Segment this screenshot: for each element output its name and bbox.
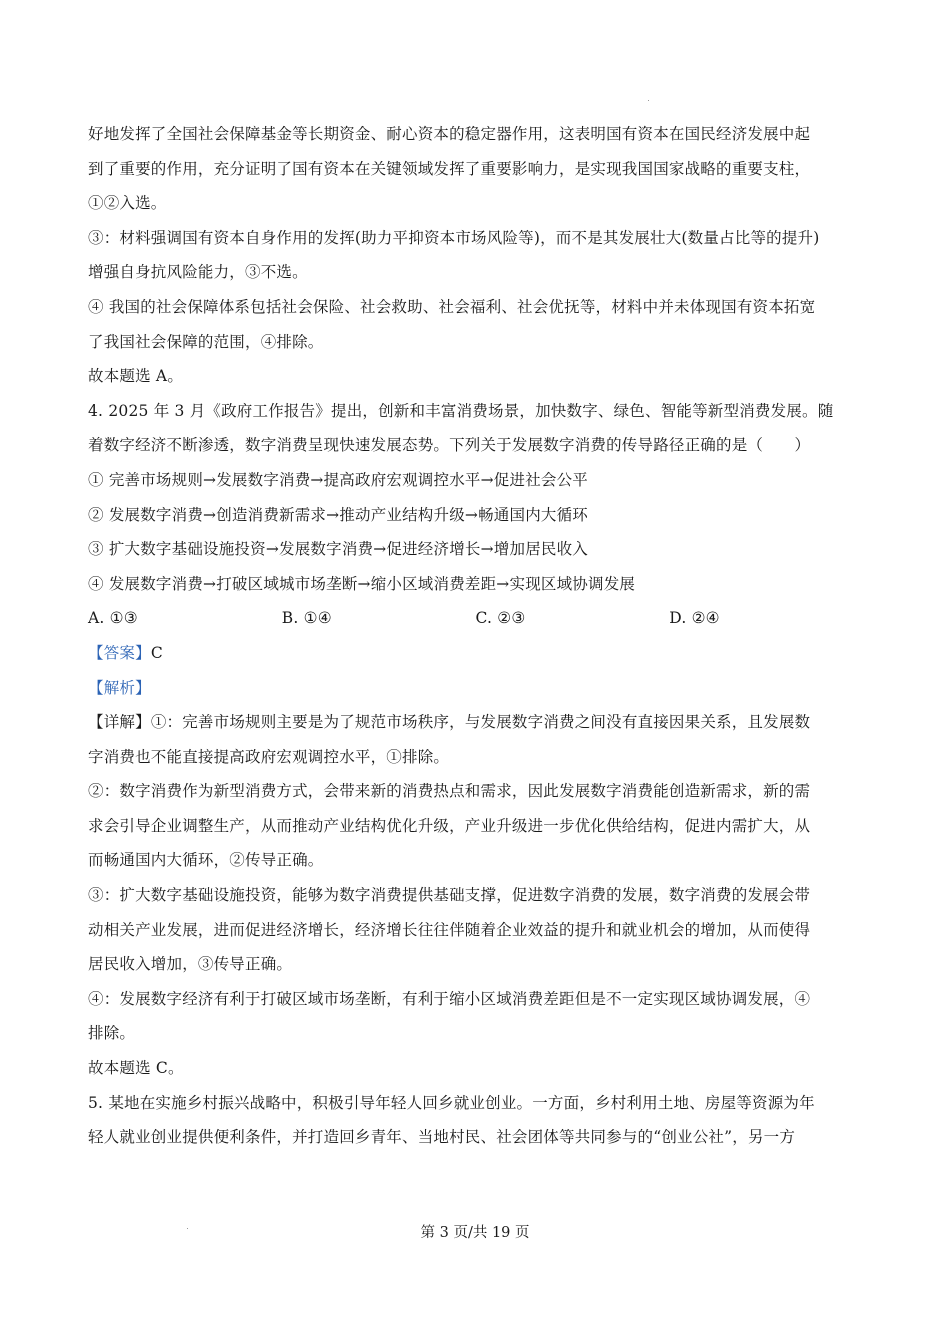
question-4 [88,394,863,1086]
page-number-footer: 第 3 页/共 19 页 [420,1225,530,1241]
option-a: A. ①③ [88,609,138,628]
choice-item: ① 完善市场规则→发展数字消费→提高政府宏观调控水平→促进社会公平 [88,470,588,489]
detail-tag: 【详解】 [88,713,151,732]
text-line: ①②入选。 [88,194,167,213]
text-line: 字消费也不能直接提高政府宏观调控水平，①排除。 [88,747,450,766]
text-line: 了我国社会保障的范围，④排除。 [88,332,324,351]
text-line: ③：材料强调国有资本自身作用的发挥(助力平抑资本市场风险等)，而不是其发展壮大(数量占比等的提升) [88,228,820,247]
answer-options [88,601,863,636]
question-5 [88,1086,863,1155]
answer-tag: 【答案】 [88,643,151,662]
option-c: C. ②③ [475,609,526,628]
text-line: 到了重要的作用，充分证明了国有资本在关键领域发挥了重要影响力，是实现我国国家战略的重要支柱， [88,159,811,178]
text-line: 居民收入增加，③传导正确。 [88,955,293,974]
text-line: 故本题选 A。 [88,367,184,386]
option-d: D. ②④ [669,609,720,628]
detail-line [88,705,863,740]
question-stem: 4. 2025 年 3 月《政府工作报告》提出，创新和丰富消费场景，加快数字、绿色、智能等新型消费发展。随 [88,401,834,420]
text-line: 故本题选 C。 [88,1059,184,1078]
text-line: ④：发展数字经济有利于打破区域市场垄断，有利于缩小区域消费差距但是不一定实现区域协调发展，④ [88,989,811,1008]
detail-text: ①：完善市场规则主要是为了规范市场秩序，与发展数字消费之间没有直接因果关系，且发展数 [150,713,811,732]
text-line: 而畅通国内大循环，②传导正确。 [88,851,324,870]
prev-question-analysis [88,117,863,394]
question-stem: 着数字经济不断渗透，数字消费呈现快速发展态势。下列关于发展数字消费的传导路径正确的是（ ） [88,436,811,455]
analysis-line [88,671,863,706]
choice-item: ④ 发展数字消费→打破区域城市场垄断→缩小区域消费差距→实现区域协调发展 [88,574,636,593]
text-line: 动相关产业发展，进而促进经济增长，经济增长往往伴随着企业效益的提升和就业机会的增加，从而使得 [88,920,811,939]
analysis-tag: 【解析】 [88,678,151,697]
question-stem: 5. 某地在实施乡村振兴战略中，积极引导年轻人回乡就业创业。一方面，乡村利用土地、房屋等资源为年 [88,1093,815,1112]
text-line: ③：扩大数字基础设施投资，能够为数字消费提供基础支撑，促进数字消费的发展，数字消费的发展会带 [88,886,811,905]
text-line: 排除。 [88,1024,136,1043]
text-line: ②：数字消费作为新型消费方式，会带来新的消费热点和需求，因此发展数字消费能创造新需求，新的需 [88,782,811,801]
option-b: B. ①④ [281,609,332,628]
choice-item: ② 发展数字消费→创造消费新需求→推动产业结构升级→畅通国内大循环 [88,505,588,524]
text-line: 好地发挥了全国社会保障基金等长期资金、耐心资本的稳定器作用，这表明国有资本在国民经济发展中起 [88,125,811,143]
document-page [88,117,863,1155]
text-line: ④ 我国的社会保障体系包括社会保险、社会救助、社会福利、社会优抚等，材料中并未体现国有资本拓宽 [88,297,816,316]
choice-item: ③ 扩大数字基础设施投资→发展数字消费→促进经济增长→增加居民收入 [88,540,588,559]
answer-value: C [150,643,163,662]
text-line: 增强自身抗风险能力，③不选。 [88,263,308,282]
question-stem: 轻人就业创业提供便利条件，并打造回乡青年、当地村民、社会团体等共同参与的“创业公社”，另一方 [88,1128,796,1147]
answer-line [88,636,863,671]
speck-mark [648,100,649,101]
text-line: 求会引导企业调整生产，从而推动产业结构优化升级，产业升级进一步优化供给结构，促进内需扩大，从 [88,816,811,835]
